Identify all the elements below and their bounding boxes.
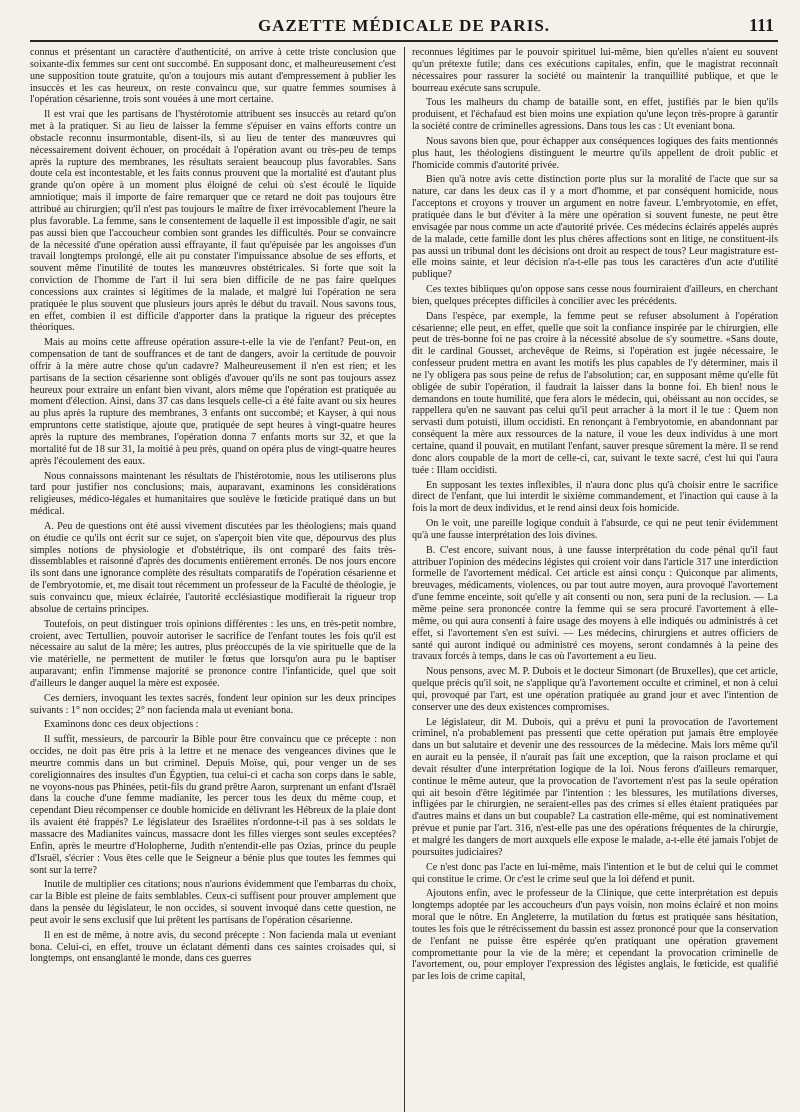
paragraph: Il en est de même, à notre avis, du second précepte : Non facienda mala ut eveniant bona. Celui-ci, en effet, trouve un éclatant démenti dans ces saintes croisades qui, si longtemps, ont ensanglanté le monde, dans ces guerres [30, 929, 396, 965]
paragraph: Bien qu'à notre avis cette distinction porte plus sur la moralité de l'acte que sur sa nature, car dans les deux cas il y a mort d'homme, et par conséquent homicide, nous l'acceptons et croyons y trouver un argument en notre faveur. L'embryotomie, en effet, pratiquée dans le but d'éviter à la mère une opération si souvent funeste, ne peut être envisagée par nous comme un acte d'autorité privée. Ces médecins éclairés appelés auprès de la malade, cette famille dont les plus chères affections sont en litige, ne constituent-ils pas aussi un tribunal dont les décisions ont droit au respect de tous? Leur magistrature est-elle moins sainte, et leur décision n'a-t-elle pas tous les caractères d'un acte d'utilité publique? [412, 174, 778, 281]
publication-title: GAZETTE MÉDICALE DE PARIS. [257, 16, 551, 35]
paragraph: Nous pensons, avec M. P. Dubois et le docteur Simonart (de Bruxelles), que cet article, quelque précis qu'il soit, ne s'applique qu'à l'avortement occulte et criminel, et non à celui qui, provoqué par l'art, est une opération pratiquée au grand jour et avec l'intention de conserver une des deux existences compromises. [412, 666, 778, 713]
paragraph: Nous savons bien que, pour échapper aux conséquences logiques des faits mentionnés plus haut, les théologiens distinguent le meurtre qu'ils appellent de droit public et l'homicide commis d'autorité privée. [412, 135, 778, 171]
page-header [30, 10, 778, 42]
paragraph: Ces derniers, invoquant les textes sacrés, fondent leur opinion sur les deux principes suivants : 1° non occides; 2° non facienda mala ut eveniant bona. [30, 692, 396, 716]
page-number: 111 [748, 15, 774, 35]
column-rule [404, 47, 405, 1112]
paragraph: On le voit, une pareille logique conduit à l'absurde, ce qui ne peut tenir évidemment qu'à une fausse interprétation des lois divines. [412, 518, 778, 541]
paragraph: Examinons donc ces deux objections : [44, 719, 199, 731]
paragraph: Le législateur, dit M. Dubois, qui a prévu et puni la provocation de l'avortement criminel, n'a probablement pas pressenti que cette opération put jamais être employée dans un but salutaire et devenir une des ressources de la médecine. Mais lors même qu'il en aurait eu la pensée, il n'aurait pas fait une exception, que la raison proclame et qui devait résulter d'une interprétation logique de la loi. Nous ferons d'ailleurs remarquer, continue le même auteur, que la provocation de l'avortement n'est pas la seule opération qui ait besoin d'être légitimée par l'intention : les blessures, les mutilations diverses, infligées par le chirurgien, ne seraient-elles pas des crimes si elles étaient pratiquées par d'autres mains et dans un but coupable? La castration elle-même, qui est nominativement prévue et punie par l'art. 316, n'est-elle pas une des opérations fréquentes de la chirurgie, et malgré les dangers de mort auxquels elle expose le malade, a-t-elle été jamais l'objet de poursuites judiciaires? [412, 716, 778, 858]
paragraph: Il suffit, messieurs, de parcourir la Bible pour être convaincu que ce précepte : non occides, ne doit pas être pris à la lettre et ne menace des vengeances divines que le meurtre commis dans un but criminel. Depuis Moïse, qui, pour venger un de ses coreligionnaires des insultes d'un Égyptien, tua celui-ci et cacha son corps dans le sable, ne voyons-nous pas Phinées, petit-fils du grand prêtre Aaron, surprenant un enfant d'Israël dans la couche d'une femme madianite, les percer tous les deux du même coup, et cependant Dieu récompenser ce double homicide en délivrant les Hébreux de la plaie dont ils avaient été frappés? Le législateur des Israélites n'ordonne-t-il pas à ses soldats le massacre des Madianites vaincus, massacre dont les filles vierges sont seules exceptées? Enfin, après le meurtre d'Holopherne, Judith n'entendit-elle pas Ozias, prince du peuple d'Israël, s'écrier : Vous êtes celle que le Seigneur a bénie plus que toutes les femmes qui sont sur la terre? [30, 734, 396, 876]
paragraph: Inutile de multiplier ces citations; nous n'aurions évidemment que l'embarras du choix, car la Bible est pleine de faits semblables. Ceux-ci suffisent pour prouver amplement que dans la pensée du législateur, le non occides, si souvent invoqué dans cette question, ne peut avoir le sens exclusif que lui prêtent les partisans de l'opération césarienne. [30, 879, 396, 926]
paragraph: Mais au moins cette affreuse opération assure-t-elle la vie de l'enfant? Peut-on, en compensation de tant de souffrances et de tant de dangers, avoir la certitude de pouvoir offrir à la mère autre chose qu'un cadavre? Malheureusement il n'en est rien; et les partisans de la section césarienne sont obligés d'avouer qu'ils ne sont pas toujours assez heureux pour extraire un enfant bien vivant, alors même que l'opération est pratiquée au moment d'élection. Ainsi, dans 37 cas dans lesquels celle-ci a été faite avant ou six heures au plus après la rupture des membranes, 3 enfants ont succombé; et Kayser, à qui nous empruntons cette statistique, ajoute que, pratiquée de sept heures à vingt-quatre heures après la rupture des membranes, l'opération donna 7 enfants morts sur 32, et que la mortalité fut de 18 sur 31, la moitié à peu près, quand on opéra plus de vingt-quatre heures après l'écoulement des eaux. [30, 337, 396, 467]
paragraph: Dans l'espèce, par exemple, la femme peut se refuser absolument à l'opération césarienne; elle peut, en effet, quelle que soit la confiance inspirée par le chirurgien, elle peut de très-bonne foi ne pas croire à la nécessité absolue de s'y soumettre. «Sans doute, dit le cardinal Gousset, archevêque de Reims, si l'opération est jugée nécessaire, le confesseur prudent mettra en avant les motifs les plus capables de l'y déterminer, mais il ne l'y obligera pas sous peine de refus de l'absolution; car, en supposant même qu'elle fût obligée de subir l'opération, il faudrait la laisser dans la bonne foi. Eh bien! nous le demandons en toute humilité, que fera alors le médecin, qui, obéissant au non occides, se rappellera qu'en ne sauvant pas celui qu'il peut arracher à la mort il le tue : Quem non servasti dum potuisti, illum occidisti. En renonçant à l'embryotomie, en abandonnant par conséquent la mère aux ressources de la nature, il voue les deux individus à une mort certaine, quand il pouvait, en mutilant l'enfant, sauver presque sûrement la mère. Il se rend donc alors coupable de la mort de celle-ci, car, suivant le texte sacré, c'est lui qui l'aura tuée : Illam occidisti. [412, 310, 778, 476]
paragraph: Il est vrai que les partisans de l'hystérotomie attribuent ses insuccès au retard qu'on met à la pratiquer. Si au lieu de laisser la femme s'épuiser en vains efforts contre un obstacle reconnu insurmontable, disent-ils, si au lieu de tenter des manœuvres qui nécessairement doivent échouer, on procédait à l'opération avant ou très-peu de temps après la rupture des membranes, les résultats seraient beaucoup plus favorables. Sans doute cela est incontestable, et les faits connus prouvent que la mortalité est d'autant plus grande qu'on opère à un moment plus éloigné de celui où s'est écoulé le liquide amniotique; mais il importe de faire remarquer que ce retard ne doit pas toujours être attribué au chirurgien; qu'il n'est pas toujours le maître de fixer irrévocablement l'heure la plus favorable. La femme, sans le consentement de laquelle il est impossible d'agir, ne sait pas aussi bien que l'accoucheur combien sont grandes les difficultés. Pour se convaincre de la nécessité d'une opération aussi effrayante, il faut qu'épuisée par les angoisses d'un travail longtemps prolongé, elle ait pu constater l'impuissance absolue de ses efforts, et souvent même l'inutilité de toutes les manœuvres obstétricales. Si forte que soit la conviction de l'homme de l'art il lui sera bien difficile de ne pas faire quelques concessions aux craintes si légitimes de la malade, et malgré lui l'opération ne sera pratiquée le plus souvent que plusieurs jours après le début du travail. Nous savons tous, en effet, combien il est difficile d'apporter dans la pratique la rigueur des préceptes théoriques. [30, 109, 396, 334]
paragraph: Ces textes bibliques qu'on oppose sans cesse nous fourniraient d'ailleurs, en cherchant bien, quelques préceptes difficiles à concilier avec les précédents. [412, 284, 778, 307]
paragraph: Toutefois, on peut distinguer trois opinions différentes : les uns, en très-petit nombre, croient, avec Tertullien, pouvoir autoriser le sacrifice de l'enfant toutes les fois qu'il est nécessaire au salut de la mère; les autres, plus préoccupés de la vie spirituelle que de la vie matérielle, ne permettent de mutiler le fœtus que lorsqu'on aura pu le baptiser auparavant; enfin l'immense majorité se prononce contre l'infanticide, quel que soit d'ailleurs le danger auquel la mère est exposée. [30, 618, 396, 689]
left-column [30, 47, 396, 1112]
article-body [30, 47, 778, 1112]
paragraph: B. C'est encore, suivant nous, à une fausse interprétation du code pénal qu'il faut attribuer l'opinion des médecins légistes qui croient voir dans l'article 317 une interdiction formelle de l'avortement médical. Cet article est ainsi conçu : Quiconque par aliments, breuvages, médicaments, violences, ou par tout autre moyen, aura provoqué l'avortement d'une femme enceinte, soit qu'elle y ait consenti ou non, sera puni de la reclusion. — La même peine sera prononcée contre la femme qui se sera procuré l'avortement à elle-même, ou qui aura consenti à faire usage des moyens à elle indiqués ou administrés à cet effet, si l'avortement s'en est suivi. — Les médecins, chirurgiens et autres officiers de santé qui auront indiqué ou administré ces moyens, seront condamnés à la peine des travaux forcés à temps, dans le cas où l'avortement a eu lieu. [412, 544, 778, 663]
right-column [412, 47, 778, 1112]
paragraph: connus et présentant un caractère d'authenticité, on arrive à cette triste conclusion que soixante-dix femmes sur cent ont succombé. En supposant donc, et malheureusement c'est une supposition toute gratuite, qu'on a toujours mis autant d'empressement à publier les insuccès et les cas heureux, on reste convaincu que, sur quatre femmes soumises à l'opération césarienne, trois sont vouées à une mort certaine. [30, 47, 396, 106]
paragraph: Ce n'est donc pas l'acte en lui-même, mais l'intention et le but de celui qui le commet qui constitue le crime. Or c'est le crime seul que la loi défend et punit. [412, 861, 778, 885]
paragraph: A. Peu de questions ont été aussi vivement discutées par les théologiens; mais quand on étudie ce qu'ils ont écrit sur ce sujet, on s'aperçoit bien vite que, dépourvus des plus simples notions de physiologie et d'obstétrique, ils ont comparé des faits très-dissemblables et raisonné d'après des documents entièrement erronés. De nos jours encore ils sont dans une ignorance complète des résultats comparatifs de l'opération césarienne et de l'embryotomie, et, me disait tout récemment un professeur de la Faculté de théologie, je suis convaincu que, mieux éclairée, l'autorité ecclésiastique modifierait la rigueur trop absolue de certains principes. [30, 520, 396, 615]
paragraph: Ajoutons enfin, avec le professeur de la Clinique, que cette interprétation est depuis longtemps adoptée par les accoucheurs d'un pays voisin, non moins éclairé et non moins moral que le nôtre. En Angleterre, la mutilation du fœtus est pratiquée sans hésitation, toutes les fois que le rétrécissement du bassin est assez prononcé pour que la conservation de l'enfant ne puisse être espérée qu'en pratiquant une opération gravement compromettante pour la vie de la mère; et cependant la provocation criminelle de l'avortement, ou, pour employer l'expression des légistes anglais, le fœticide, est qualifié par les lois de crime capital, [412, 888, 778, 983]
paragraph: Nous connaissons maintenant les résultats de l'histérotomie, nous les utiliserons plus tard pour justifier nos conclusions; mais, auparavant, examinons les considérations religieuses, médico-légales et humanitaires que soulève le fœticide pratiqué dans un but médical. [30, 470, 396, 518]
paragraph: reconnues légitimes par le pouvoir spirituel lui-même, bien qu'elles n'aient eu souvent qu'un prétexte futile; dans ces exécutions capitales, enfin, que le magistrat reconnaît nécessaires pour rassurer la société ou maintenir la tranquillité publique, et que le bourreau exécute sans scrupule. [412, 47, 778, 94]
paragraph: Tous les malheurs du champ de bataille sont, en effet, justifiés par le bien qu'ils produisent, et l'échafaud est bien moins une expiation qu'une leçon très-propre à garantir la société contre de criminelles agressions. Dans tous les cas : Ut eveniant bona. [412, 97, 778, 133]
paragraph: En supposant les textes inflexibles, il n'aura donc plus qu'à choisir entre le sacrifice direct de l'enfant, que lui interdit le sixième commandement, et l'inaction qui cause à la fois la mort de deux individus, et le rend ainsi deux fois homicide. [412, 479, 778, 515]
